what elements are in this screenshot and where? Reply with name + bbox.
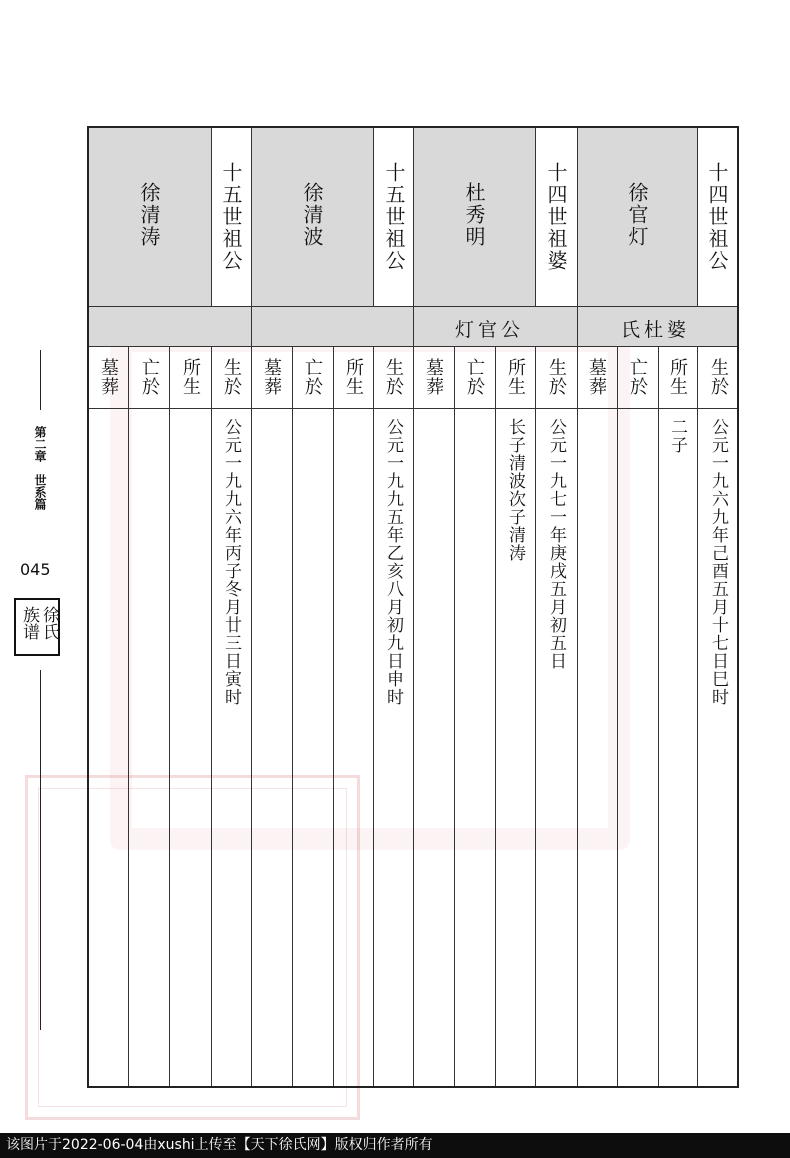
chapter-title: 第二章 世系篇 xyxy=(33,426,47,510)
spouse-label: 氏杜婆 xyxy=(621,319,691,341)
side-rule-top xyxy=(40,350,41,410)
book-seal xyxy=(14,598,60,656)
seal-text-right: 徐氏 xyxy=(39,606,59,640)
spouse-label: 灯官公 xyxy=(455,319,525,341)
field-buried: 墓葬 xyxy=(98,358,119,396)
seal-text-left: 族谱 xyxy=(19,606,39,640)
value-born: 公元一九六九年己酉五月十七日巳时 xyxy=(708,418,728,706)
field-children: 所生 xyxy=(343,358,364,396)
page-number: 045 xyxy=(20,560,51,579)
field-children: 所生 xyxy=(505,358,526,396)
value-born: 公元一九七一年庚戌五月初五日 xyxy=(546,418,566,670)
field-died: 亡於 xyxy=(302,358,323,396)
generation-title: 十五世祖公 xyxy=(219,162,243,272)
side-rule-bottom xyxy=(40,670,41,1030)
person-name: 徐清涛 xyxy=(137,182,161,248)
field-born: 生於 xyxy=(383,358,404,396)
upload-footer: 该图片于2022-06-04由xushi上传至【天下徐氏网】版权归作者所有 xyxy=(0,1133,790,1158)
field-died: 亡於 xyxy=(139,358,160,396)
field-born: 生於 xyxy=(708,358,729,396)
field-children: 所生 xyxy=(180,358,201,396)
person-name: 徐官灯 xyxy=(625,182,649,248)
generation-title: 十四世祖公 xyxy=(705,162,729,272)
field-buried: 墓葬 xyxy=(261,358,282,396)
person-name: 杜秀明 xyxy=(462,182,486,248)
field-born: 生於 xyxy=(221,358,242,396)
value-children: 长子清波次子清涛 xyxy=(505,418,525,562)
person-name: 徐清波 xyxy=(300,182,324,248)
field-buried: 墓葬 xyxy=(423,358,444,396)
value-children: 二子 xyxy=(667,418,687,454)
field-died: 亡於 xyxy=(627,358,648,396)
generation-title: 十四世祖婆 xyxy=(544,162,568,272)
generation-title: 十五世祖公 xyxy=(382,162,406,272)
table-frame xyxy=(87,126,739,1088)
value-born: 公元一九九五年乙亥八月初九日申时 xyxy=(383,418,403,706)
field-children: 所生 xyxy=(667,358,688,396)
field-died: 亡於 xyxy=(464,358,485,396)
field-buried: 墓葬 xyxy=(586,358,607,396)
field-born: 生於 xyxy=(546,358,567,396)
value-born: 公元一九九六年丙子冬月廿三日寅时 xyxy=(221,418,241,706)
